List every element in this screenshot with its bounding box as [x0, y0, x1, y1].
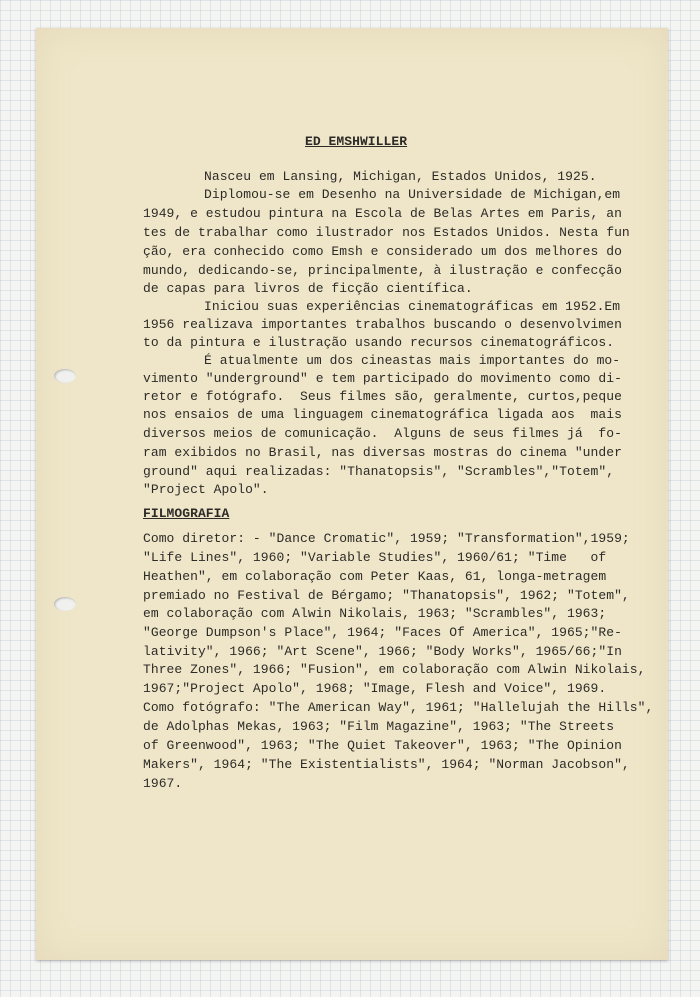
bio-line: de capas para livros de ficção científica.: [143, 281, 473, 296]
bio-line: Iniciou suas experiências cinematográficas em 1952.Em: [204, 299, 621, 314]
filmography-line: 1967.: [143, 776, 183, 791]
filmography-line: Como diretor: - "Dance Cromatic", 1959; "Transformation",1959;: [143, 531, 630, 546]
bio-line: diversos meios de comunicação. Alguns de seus filmes já fo-: [143, 426, 622, 441]
bio-line: to da pintura e ilustração usando recursos cinematográficos.: [143, 335, 615, 350]
bio-line: Nasceu em Lansing, Michigan, Estados Unidos, 1925.: [204, 169, 597, 184]
filmography-line: Three Zones", 1966; "Fusion", em colaboração com Alwin Nikolais,: [143, 662, 646, 677]
filmography-line: Makers", 1964; "The Existentialists", 1964; "Norman Jacobson",: [143, 757, 630, 772]
bio-line: tes de trabalhar como ilustrador nos Estados Unidos. Nesta fun: [143, 225, 630, 240]
bio-line: retor e fotógrafo. Seus filmes são, geralmente, curtos,peque: [143, 389, 622, 404]
filmography-line: de Adolphas Mekas, 1963; "Film Magazine", 1963; "The Streets: [143, 719, 615, 734]
bio-line: mundo, dedicando-se, principalmente, à ilustração e confecção: [143, 263, 622, 278]
punch-hole: [54, 369, 76, 383]
bio-line: "Project Apolo".: [143, 482, 269, 497]
bio-line: ção, era conhecido como Emsh e considerado um dos melhores do: [143, 244, 622, 259]
bio-line: vimento "underground" e tem participado do movimento como di-: [143, 371, 622, 386]
filmography-line: premiado no Festival de Bérgamo; "Thanatopsis", 1962; "Totem",: [143, 588, 630, 603]
bio-line: nos ensaios de uma linguagem cinematográfica ligada aos mais: [143, 407, 622, 422]
punch-hole: [54, 597, 76, 611]
filmography-line: lativity", 1966; "Art Scene", 1966; "Body Works", 1965/66;"In: [143, 644, 622, 659]
bio-line: 1956 realizava importantes trabalhos buscando o desenvolvimen: [143, 317, 622, 332]
filmography-line: of Greenwood", 1963; "The Quiet Takeover", 1963; "The Opinion: [143, 738, 622, 753]
filmography-line: 1967;"Project Apolo", 1968; "Image, Flesh and Voice", 1969.: [143, 681, 607, 696]
page-title: ED EMSHWILLER: [305, 134, 408, 149]
bio-line: ground" aqui realizadas: "Thanatopsis", "Scrambles","Totem",: [143, 464, 615, 479]
filmography-line: Como fotógrafo: "The American Way", 1961; "Hallelujah the Hills",: [143, 700, 654, 715]
bio-line: Diplomou-se em Desenho na Universidade de Michigan,em: [204, 187, 621, 202]
filmography-line: "George Dumpson's Place", 1964; "Faces Of America", 1965;"Re-: [143, 625, 622, 640]
filmography-heading: FILMOGRAFIA: [143, 506, 230, 521]
bio-line: 1949, e estudou pintura na Escola de Belas Artes em Paris, an: [143, 206, 622, 221]
filmography-line: Heathen", em colaboração com Peter Kaas, 61, longa-metragem: [143, 569, 607, 584]
bio-line: É atualmente um dos cineastas mais importantes do mo-: [204, 353, 621, 368]
bio-line: ram exibidos no Brasil, nas diversas mostras do cinema "under: [143, 445, 622, 460]
filmography-line: "Life Lines", 1960; "Variable Studies", 1960/61; "Time of: [143, 550, 607, 565]
filmography-line: em colaboração com Alwin Nikolais, 1963; "Scrambles", 1963;: [143, 606, 607, 621]
